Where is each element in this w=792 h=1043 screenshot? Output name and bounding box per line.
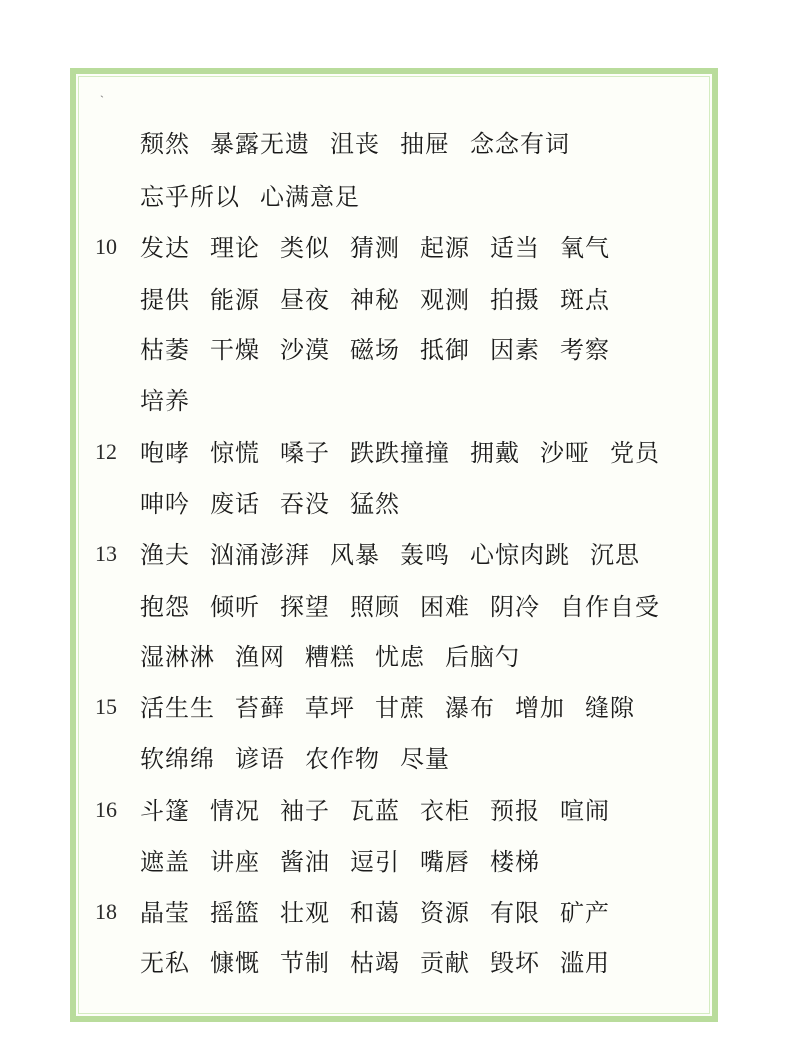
vocabulary-word: 摇篮: [210, 899, 260, 927]
vocabulary-word: 瀑布: [445, 694, 495, 722]
lesson-number: 18: [95, 899, 117, 924]
vocabulary-word: 讲座: [210, 848, 260, 876]
word-line: [0, 381, 792, 417]
word-group: [140, 535, 640, 570]
vocabulary-word: 喧闹: [560, 797, 610, 825]
word-group: [140, 791, 610, 826]
word-group: [140, 842, 540, 877]
vocabulary-word: 软绵绵: [140, 745, 215, 773]
vocabulary-word: 因素: [490, 336, 540, 364]
word-line: [0, 688, 792, 724]
vocabulary-word: 咆哮: [140, 439, 190, 467]
vocabulary-word: 提供: [140, 286, 190, 314]
vocabulary-word: 谚语: [235, 745, 285, 773]
lesson-number: 10: [95, 234, 117, 259]
word-group: [140, 381, 190, 416]
vocabulary-word: 活生生: [140, 694, 215, 722]
vocabulary-word: 斑点: [560, 286, 610, 314]
lesson-number: 12: [95, 439, 117, 464]
word-group: [140, 228, 610, 263]
vocabulary-word: 心惊肉跳: [470, 541, 570, 569]
vocabulary-word: 渔夫: [140, 541, 190, 569]
vocabulary-word: 党员: [610, 439, 660, 467]
word-line: [0, 177, 792, 213]
vocabulary-word: 念念有词: [470, 130, 570, 158]
vocabulary-word: 观测: [420, 286, 470, 314]
lesson-number: 13: [95, 541, 117, 566]
vocabulary-word: 干燥: [210, 336, 260, 364]
vocabulary-word: 农作物: [305, 745, 380, 773]
vocabulary-word: 困难: [420, 593, 470, 621]
vocabulary-word: 拥戴: [470, 439, 520, 467]
vocabulary-word: 理论: [210, 234, 260, 262]
word-line: [0, 330, 792, 366]
vocabulary-word: 沙漠: [280, 336, 330, 364]
word-line: [0, 791, 792, 827]
vocabulary-word: 毁坏: [490, 949, 540, 977]
vocabulary-word: 缝隙: [585, 694, 635, 722]
vocabulary-word: 跌跌撞撞: [350, 439, 450, 467]
vocabulary-word: 自作自受: [560, 593, 660, 621]
word-group: [140, 484, 400, 519]
vocabulary-word: 情况: [210, 797, 260, 825]
vocabulary-word: 沉思: [590, 541, 640, 569]
vocabulary-word: 苔藓: [235, 694, 285, 722]
vocabulary-word: 猛然: [350, 490, 400, 518]
word-line: [0, 943, 792, 979]
vocabulary-word: 嗓子: [280, 439, 330, 467]
vocabulary-word: 类似: [280, 234, 330, 262]
vocabulary-word: 磁场: [350, 336, 400, 364]
vocabulary-word: 增加: [515, 694, 565, 722]
vocabulary-word: 抵御: [420, 336, 470, 364]
vocabulary-word: 尽量: [400, 745, 450, 773]
vocabulary-word: 猜测: [350, 234, 400, 262]
word-line: [0, 433, 792, 469]
vocabulary-word: 草坪: [305, 694, 355, 722]
vocabulary-word: 适当: [490, 234, 540, 262]
lesson-number: 15: [95, 694, 117, 719]
word-line: [0, 842, 792, 878]
vocabulary-word: 起源: [420, 234, 470, 262]
vocabulary-word: 贡献: [420, 949, 470, 977]
word-group: [140, 587, 660, 622]
vocabulary-word: 发达: [140, 234, 190, 262]
vocabulary-word: 暴露无遗: [210, 130, 310, 158]
vocabulary-word: 枯萎: [140, 336, 190, 364]
vocabulary-word: 沮丧: [330, 130, 380, 158]
vocabulary-word: 培养: [140, 387, 190, 415]
vocabulary-word: 惊慌: [210, 439, 260, 467]
vocabulary-word: 嘴唇: [420, 848, 470, 876]
vocabulary-word: 风暴: [330, 541, 380, 569]
word-group: [140, 433, 660, 468]
vocabulary-word: 资源: [420, 899, 470, 927]
vocabulary-word: 沙哑: [540, 439, 590, 467]
vocabulary-word: 拍摄: [490, 286, 540, 314]
word-line: [0, 739, 792, 775]
vocabulary-word: 斗篷: [140, 797, 190, 825]
vocabulary-word: 后脑勺: [445, 643, 520, 671]
vocabulary-word: 矿产: [560, 899, 610, 927]
vocabulary-word: 湿淋淋: [140, 643, 215, 671]
vocabulary-word: 有限: [490, 899, 540, 927]
word-group: [140, 739, 450, 774]
vocabulary-word: 袖子: [280, 797, 330, 825]
word-group: [140, 688, 635, 723]
vocabulary-word: 呻吟: [140, 490, 190, 518]
vocabulary-word: 颓然: [140, 130, 190, 158]
vocabulary-word: 晶莹: [140, 899, 190, 927]
vocabulary-word: 氧气: [560, 234, 610, 262]
vocabulary-word: 抽屉: [400, 130, 450, 158]
word-line: [0, 280, 792, 316]
corner-mark: ˎ: [100, 84, 104, 98]
vocabulary-word: 慷慨: [210, 949, 260, 977]
vocabulary-word: 照顾: [350, 593, 400, 621]
vocabulary-word: 忘乎所以: [140, 183, 240, 211]
vocabulary-word: 抱怨: [140, 593, 190, 621]
word-group: [140, 177, 360, 212]
word-line: [0, 587, 792, 623]
vocabulary-word: 遮盖: [140, 848, 190, 876]
vocabulary-word: 汹涌澎湃: [210, 541, 310, 569]
vocabulary-word: 楼梯: [490, 848, 540, 876]
vocabulary-word: 轰鸣: [400, 541, 450, 569]
vocabulary-word: 节制: [280, 949, 330, 977]
vocabulary-word: 忧虑: [375, 643, 425, 671]
vocabulary-word: 神秘: [350, 286, 400, 314]
vocabulary-word: 考察: [560, 336, 610, 364]
word-line: [0, 228, 792, 264]
word-group: [140, 124, 570, 159]
vocabulary-word: 吞没: [280, 490, 330, 518]
vocabulary-word: 昼夜: [280, 286, 330, 314]
lesson-number: 16: [95, 797, 117, 822]
word-line: [0, 893, 792, 929]
vocabulary-word: 瓦蓝: [350, 797, 400, 825]
word-group: [140, 330, 610, 365]
vocabulary-word: 废话: [210, 490, 260, 518]
word-line: [0, 535, 792, 571]
vocabulary-word: 探望: [280, 593, 330, 621]
word-group: [140, 893, 610, 928]
vocabulary-word: 渔网: [235, 643, 285, 671]
word-line: [0, 124, 792, 160]
vocabulary-word: 能源: [210, 286, 260, 314]
word-line: [0, 637, 792, 673]
vocabulary-word: 和蔼: [350, 899, 400, 927]
vocabulary-word: 糟糕: [305, 643, 355, 671]
vocabulary-word: 无私: [140, 949, 190, 977]
word-group: [140, 943, 610, 978]
vocabulary-word: 酱油: [280, 848, 330, 876]
vocabulary-word: 衣柜: [420, 797, 470, 825]
word-group: [140, 280, 610, 315]
vocabulary-word: 心满意足: [260, 183, 360, 211]
word-group: [140, 637, 520, 672]
word-line: [0, 484, 792, 520]
vocabulary-word: 枯竭: [350, 949, 400, 977]
vocabulary-word: 甘蔗: [375, 694, 425, 722]
vocabulary-word: 壮观: [280, 899, 330, 927]
vocabulary-word: 阴冷: [490, 593, 540, 621]
vocabulary-word: 倾听: [210, 593, 260, 621]
vocabulary-word: 滥用: [560, 949, 610, 977]
vocabulary-word: 预报: [490, 797, 540, 825]
vocabulary-word: 逗引: [350, 848, 400, 876]
